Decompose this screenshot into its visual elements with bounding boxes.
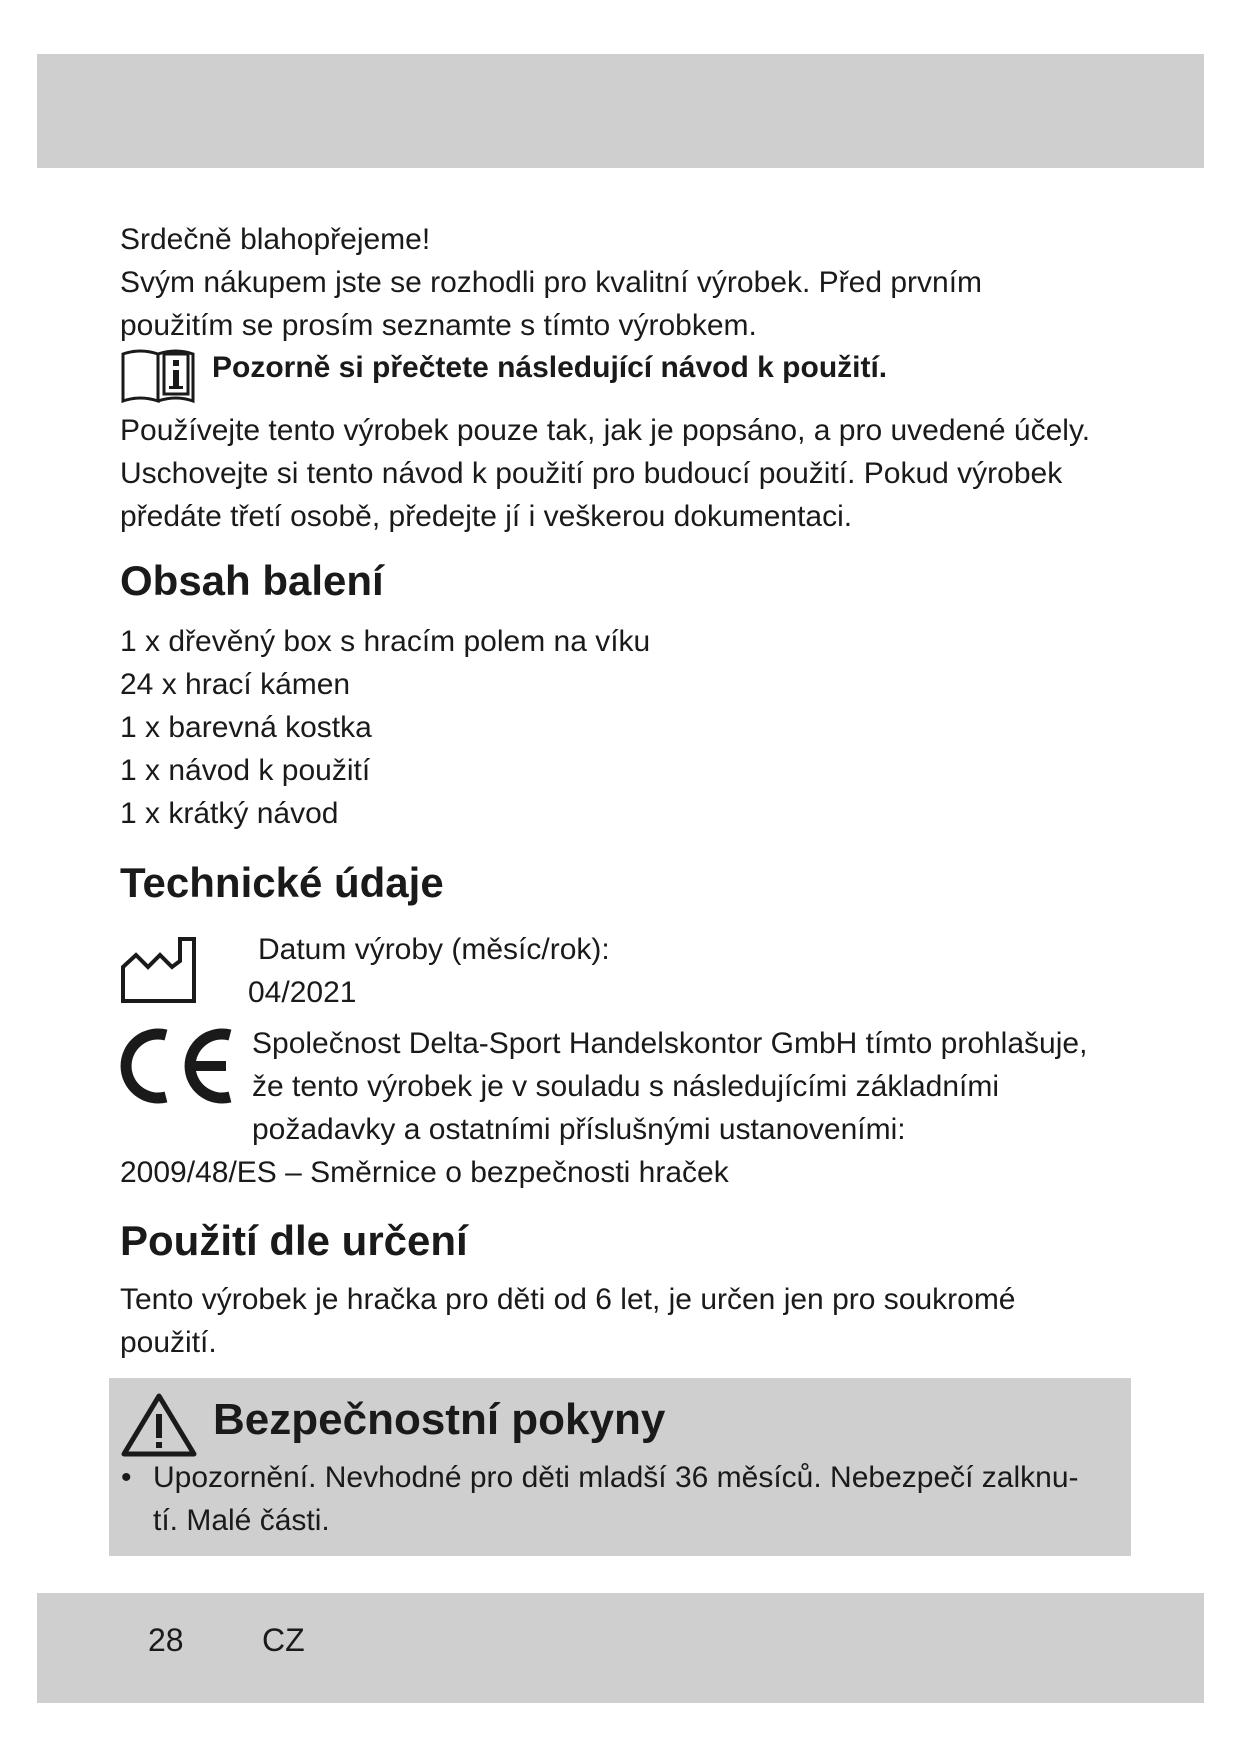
ce-line-3: požadavky a ostatními příslušnými ustanoveními: (252, 1113, 906, 1146)
usage-line-1: Používejte tento výrobek pouze tak, jak je popsáno, a pro uvedené účely. (120, 414, 1091, 447)
ce-line-2: že tento výrobek je v souladu s následujícími základními (252, 1070, 1000, 1103)
notice-text: Pozorně si přečtete následující návod k použití. (212, 351, 888, 384)
ce-mark-icon (118, 1025, 234, 1107)
intended-use-section (120, 1216, 1130, 1364)
greeting: Srdečně blahopřejeme! (120, 223, 431, 256)
footer-band (37, 1593, 1204, 1703)
intended-use-line-2: použití. (120, 1326, 217, 1359)
safety-text (153, 1456, 1123, 1542)
safety-heading: Bezpečnostní pokyny (213, 1395, 666, 1444)
header-band (37, 54, 1204, 168)
info-book-icon (120, 346, 196, 404)
technical-heading-wrap (120, 858, 1130, 908)
safety-line-1: Upozornění. Nevhodné pro děti mladší 36 měsíců. Nebezpečí zalknu- (153, 1461, 1079, 1494)
contents-heading: Obsah balení (120, 557, 384, 604)
manufacture-date-icon (120, 935, 198, 1005)
safety-box (109, 1378, 1131, 1556)
technical-heading: Technické údaje (120, 859, 444, 906)
manufacture-date-label: Datum výroby (měsíc/rok): (258, 933, 610, 966)
usage-intro (120, 409, 1130, 538)
directive-text: 2009/48/ES – Směrnice o bezpečnosti hraček (120, 1156, 729, 1189)
warning-triangle-icon (121, 1392, 197, 1458)
usage-line-3: předáte třetí osobě, předejte jí i veškerou dokumentaci. (120, 500, 853, 533)
intended-use-heading: Použití dle určení (120, 1217, 468, 1264)
language-code: CZ (262, 1622, 305, 1658)
manufacture-date-value: 04/2021 (248, 976, 357, 1009)
list-item: 1 x dřevěný box s hracím polem na víku (120, 625, 651, 658)
ce-line-1: Společnost Delta-Sport Handelskontor GmbH tímto prohlašuje, (252, 1027, 1088, 1060)
intro-section (120, 218, 1130, 347)
safety-line-2: tí. Malé části. (153, 1504, 330, 1537)
list-item: 1 x barevná kostka (120, 711, 372, 744)
ce-declaration (252, 1022, 1132, 1151)
list-item: 1 x návod k použití (120, 754, 371, 787)
list-item: 1 x krátký návod (120, 797, 339, 830)
usage-line-2: Uschovejte si tento návod k použití pro budoucí použití. Pokud výrobek (120, 457, 1063, 490)
intro-line-1: Svým nákupem jste se rozhodli pro kvalitní výrobek. Před prvním (120, 266, 983, 299)
list-item: 24 x hrací kámen (120, 668, 351, 701)
intended-use-line-1: Tento výrobek je hračka pro děti od 6 let, je určen jen pro soukromé (120, 1283, 1016, 1316)
page-number: 28 (148, 1622, 184, 1658)
bullet-icon: • (121, 1461, 132, 1494)
contents-section (120, 556, 1130, 835)
read-instructions-notice (120, 344, 1120, 404)
intro-line-2: použitím se prosím seznamte s tímto výrobkem. (120, 309, 757, 342)
